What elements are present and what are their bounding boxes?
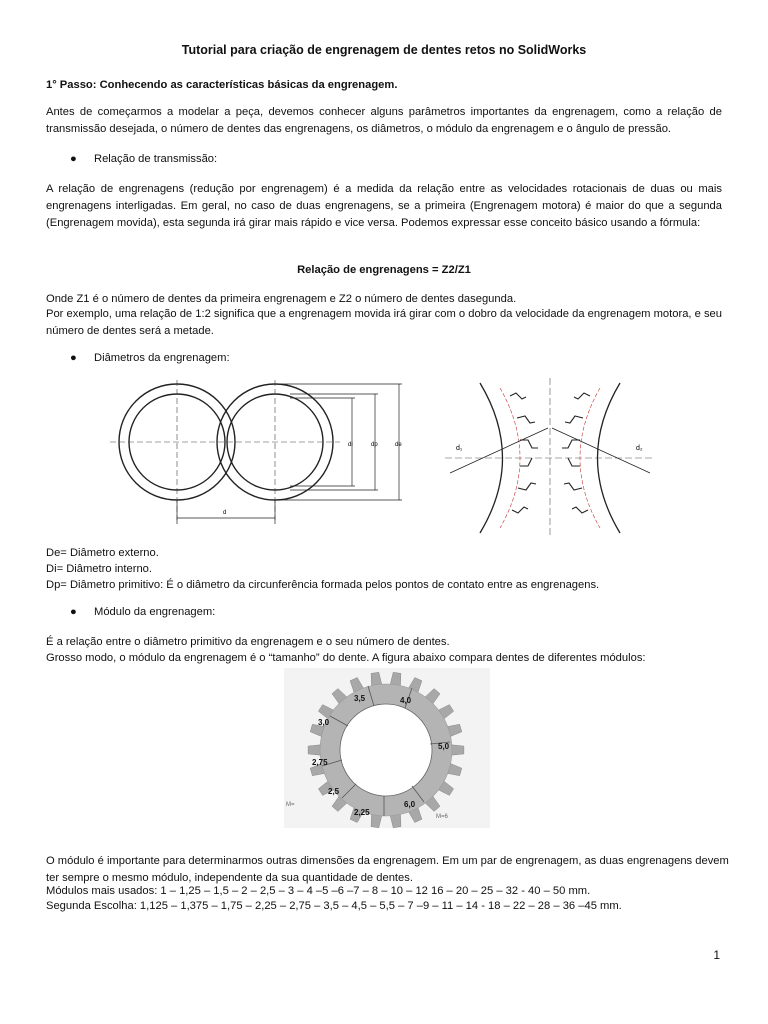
bullet-relacao-label: Relação de transmissão:: [94, 153, 218, 165]
module-label-2-5: 2,5: [328, 787, 340, 796]
page-title: Tutorial para criação de engrenagem de dentes retos no SolidWorks: [181, 43, 587, 57]
module-label-4-0: 4,0: [400, 696, 412, 705]
bullet-modulo: ● Módulo da engrenagem:: [70, 606, 216, 618]
segunda-escolha: Segunda Escolha: 1,125 – 1,375 – 1,75 – 2,25 – 2,75 – 3,5 – 4,5 – 5,5 – 7 –9 – 11 – 14 - 18 – 22 – 28 – 36 –45 mm.: [46, 900, 622, 912]
bullet-relacao: ● Relação de transmissão:: [70, 153, 218, 165]
module-label-3-5: 3,5: [354, 694, 366, 703]
gear-teeth-diagram: [440, 378, 660, 538]
gear-diameters-diagram: [110, 380, 420, 530]
label-de: de: [395, 442, 402, 448]
label-d2: d₂: [636, 445, 643, 452]
bullet-diametros-label: Diâmetros da engrenagem:: [94, 352, 230, 364]
page-number: 1: [713, 948, 720, 962]
onde-line: Onde Z1 é o número de dentes da primeira engrenagem e Z2 o número de dentes dasegunda.: [46, 293, 517, 305]
def-de: De= Diâmetro externo.: [46, 547, 159, 559]
formula: Relação de engrenagens = Z2/Z1: [297, 264, 471, 276]
label-d: d: [223, 510, 227, 516]
module-label-2-25: 2,25: [354, 808, 370, 817]
modules-gear-figure: [284, 668, 490, 828]
modules-mark-left: M=: [286, 802, 295, 808]
module-label-5-0: 5,0: [438, 742, 450, 751]
modules-mark-right: M=6: [436, 814, 448, 820]
bullet-diametros: ● Diâmetros da engrenagem:: [70, 352, 230, 364]
def-di: Di= Diâmetro interno.: [46, 563, 153, 575]
module-label-2-75: 2,75: [312, 758, 328, 767]
modulo-line-1: É a relação entre o diâmetro primitivo da engrenagem e o seu número de dentes.: [46, 636, 450, 648]
exemplo-paragraph: Por exemplo, uma relação de 1:2 significa que a engrenagem movida irá girar com o dobro da velocidade da engrenagem motora, e seu número de dentes será a metade.: [46, 308, 722, 337]
bullet-modulo-label: Módulo da engrenagem:: [94, 606, 216, 618]
final-paragraph: O módulo é importante para determinarmos outras dimensões da engrenagem. Em um par de engrenagem, as duas engrenagens devem ter sempre o mesmo módulo, independente da sua quantidade de dentes.: [46, 855, 729, 884]
step1-heading: 1° Passo: Conhecendo as características básicas da engrenagem.: [46, 79, 398, 91]
label-dp: dp: [371, 442, 378, 448]
def-dp: Dp= Diâmetro primitivo: É o diâmetro da circunferência formada pelos pontos de contato entre as engrenagens.: [46, 579, 600, 591]
modulos-usados: Módulos mais usados: 1 – 1,25 – 1,5 – 2 – 2,5 – 3 – 4 –5 –6 –7 – 8 – 10 – 12 16 – 20 – 25 – 32 - 40 – 50 mm.: [46, 885, 591, 897]
label-di: di: [348, 442, 353, 448]
modulo-line-2: Grosso modo, o módulo da engrenagem é o “tamanho” do dente. A figura abaixo compara dentes de diferentes módulos:: [46, 652, 646, 664]
relacao-paragraph: A relação de engrenagens (redução por engrenagem) é a medida da relação entre as velocidades rotacionais de duas ou mais engrenagens interligadas. Em geral, no caso de duas engrenagens, se a primeira (Engrenagem motora) é maior do que a segunda (Engrenagem movida), esta segunda irá girar mais rápido e vice versa. Podemos expressar esse conceito básico usando a fórmula:: [46, 183, 722, 229]
intro-paragraph: Antes de começarmos a modelar a peça, devemos conhecer alguns parâmetros importantes da engrenagem, como a relação de transmissão desejada, o número de dentes das engrenagens, os diâmetros, o módulo da engrenagem e o ângulo de pressão.: [46, 106, 722, 135]
module-label-3-0: 3,0: [318, 718, 330, 727]
module-label-6-0: 6,0: [404, 800, 416, 809]
label-d1: d₁: [456, 445, 463, 452]
